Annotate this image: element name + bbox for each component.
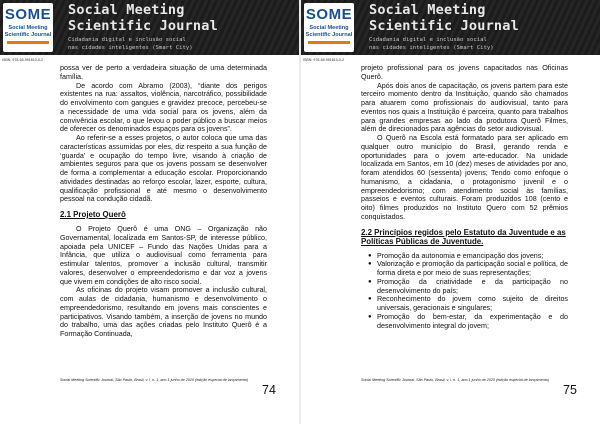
journal-subtitle-line2: nas cidades inteligentes (Smart City) — [369, 45, 494, 51]
left-page — [0, 0, 299, 424]
left-body-text — [60, 64, 267, 339]
journal-subtitle-line2: nas cidades inteligentes (Smart City) — [68, 45, 193, 51]
list-item: ● Promoção da autonomia e emancipação dos jovens; — [377, 252, 568, 261]
page-number: 75 — [563, 383, 577, 397]
logo-accent-bar — [308, 41, 350, 44]
right-body-text — [361, 64, 568, 330]
some-logo — [304, 3, 354, 52]
footer-citation: Social Meeting Scientific Journal, São Paulo, Brasil, v. I, n. 1, ano 1 junho de 2020 (edição especial de lançamento) — [60, 378, 249, 382]
paragraph: possa ver de perto a verdadeira situação de uma determinada família. — [60, 64, 267, 81]
logo-line-social-meeting: Social Meeting — [8, 25, 48, 31]
journal-banner — [0, 0, 299, 55]
logo-accent-bar — [7, 41, 49, 44]
some-logo — [3, 3, 53, 52]
paragraph: projeto profissional para os jovens capacitados nas Oficinas Querô. — [361, 64, 568, 81]
journal-subtitle-line1: Cidadania digital e inclusão social — [369, 37, 487, 43]
section-heading: 2.2 Princípios regidos pelo Estatuto da Juventude e as Políticas Públicas de Juventude. — [361, 227, 566, 246]
logo-some-text: SOME — [4, 6, 52, 23]
paragraph: O Projeto Querô é uma ONG – Organização não Governamental, localizada em Santos-SP, de interesse público, apoiada pela UNICEF – Fundo das Nações Unidas para a Infância, que utiliza o audiovisual como ferramenta para estimular talentos, promover a inclusão cultural, transmitir valores, desenvolver o empreendedorismo e dar voz a jovens que vivem em condições de alto risco social. — [60, 225, 267, 286]
journal-title-line1: Social Meeting — [68, 2, 185, 18]
isbn-label: ISBN: 978-65-991610-0-2 — [2, 58, 44, 62]
paragraph: De acordo com Abramo (2003), “diante dos perigos existentes na rua: assaltos, violência, narcotráfico, possibilidade do envolvimento com gangues e gravidez precoce, percebeu-se a necessidade de uma vida social para os jovens, além da convivência escolar, o que levou o poder público a buscar meios de oferecer os denominados espaços para os jovens”. — [60, 81, 267, 134]
paragraph: O Querô na Escola está formatado para ser aplicado em qualquer outro município do Brasil, gerando renda e oportunidades para o jovem arte-educador. Na unidade localizada em Santos, em 10 (dez) meses de atividades por ano, foram atendidos 60 (sessenta) jovens; Tendo como enfoque o humanismo, a cidadania, o protagonismo juvenil e o empreendedorismo; com atendimento social às famílias, passeios e eventos culturais. Foram produzidos 108 (cento e oito) filmes produzidos no Instituto Quero com 52 prêmios conquistados. — [361, 134, 568, 221]
section-heading: 2.1 Projeto Querô — [60, 210, 126, 219]
footer-citation: Social Meeting Scientific Journal, São Paulo, Brasil, v. I, n. 1, ano 1 junho de 2020 (edição especial de lançamento) — [361, 378, 550, 382]
journal-title-line2: Scientific Journal — [68, 18, 218, 34]
paragraph: Após dois anos de capacitação, os jovens partem para este terceiro momento dentro da Instituição, quando são chamados para atuarem como profissionais do audiovisual, tanto para eventos nos quais a Instituição é parceira, quanto para trabalhos para grandes empresas ao lado da produtora Querô Filmes, além de direcionados para agências do setor audiovisual. — [361, 81, 568, 134]
logo-line-social-meeting: Social Meeting — [309, 25, 349, 31]
page-number: 74 — [262, 383, 276, 397]
journal-title-line1: Social Meeting — [369, 2, 486, 18]
paragraph: As oficinas do projeto visam promover a inclusão cultural, com aulas de cidadania, humanismo e desenvolvimento o empreendedorismo, resultando em jovens mais conscientes e participativos. Visando também, a inserção de jovens no mundo do trabalho, uma das ações criadas pelo Instituto Querô é a Formação Continuada, — [60, 286, 267, 338]
paragraph: Ao referir-se a esses projetos, o autor coloca que uma das características assumidas por eles, diz respeito a sua função de ‘guarda’ e ocupação do tempo livre, visando à criação de ambientes seguros para que os jovens possam se desenvolver de forma a complementar a educação escolar. Proporcionando atividades destinadas ao reforço escolar, lazer, esporte, cultura, qualificação profissional e até mesmo o desenvolvimento pessoal na condução cidadã. — [60, 134, 267, 204]
list-item: ● Valorização e promoção da participação social e política, de forma direta e por meio de suas representações; — [377, 260, 568, 278]
journal-banner — [301, 0, 600, 55]
right-page — [301, 0, 600, 424]
isbn-label: ISBN: 978-65-991610-0-2 — [303, 58, 345, 62]
list-item: ● Promoção da criatividade e da participação no desenvolvimento do país; — [377, 278, 568, 296]
logo-line-scientific-journal: Scientific Journal — [4, 32, 52, 38]
journal-subtitle-line1: Cidadania digital e inclusão social — [68, 37, 186, 43]
logo-some-text: SOME — [305, 6, 353, 23]
list-item: ● Reconhecimento do jovem como sujeito de direitos universais, geracionais e singulares; — [377, 295, 568, 313]
journal-title-line2: Scientific Journal — [369, 18, 519, 34]
logo-line-scientific-journal: Scientific Journal — [305, 32, 353, 38]
list-item: ● Promoção do bem-estar, da experimentação e do desenvolvimento integral do jovem; — [377, 313, 568, 331]
principles-list — [361, 252, 568, 331]
